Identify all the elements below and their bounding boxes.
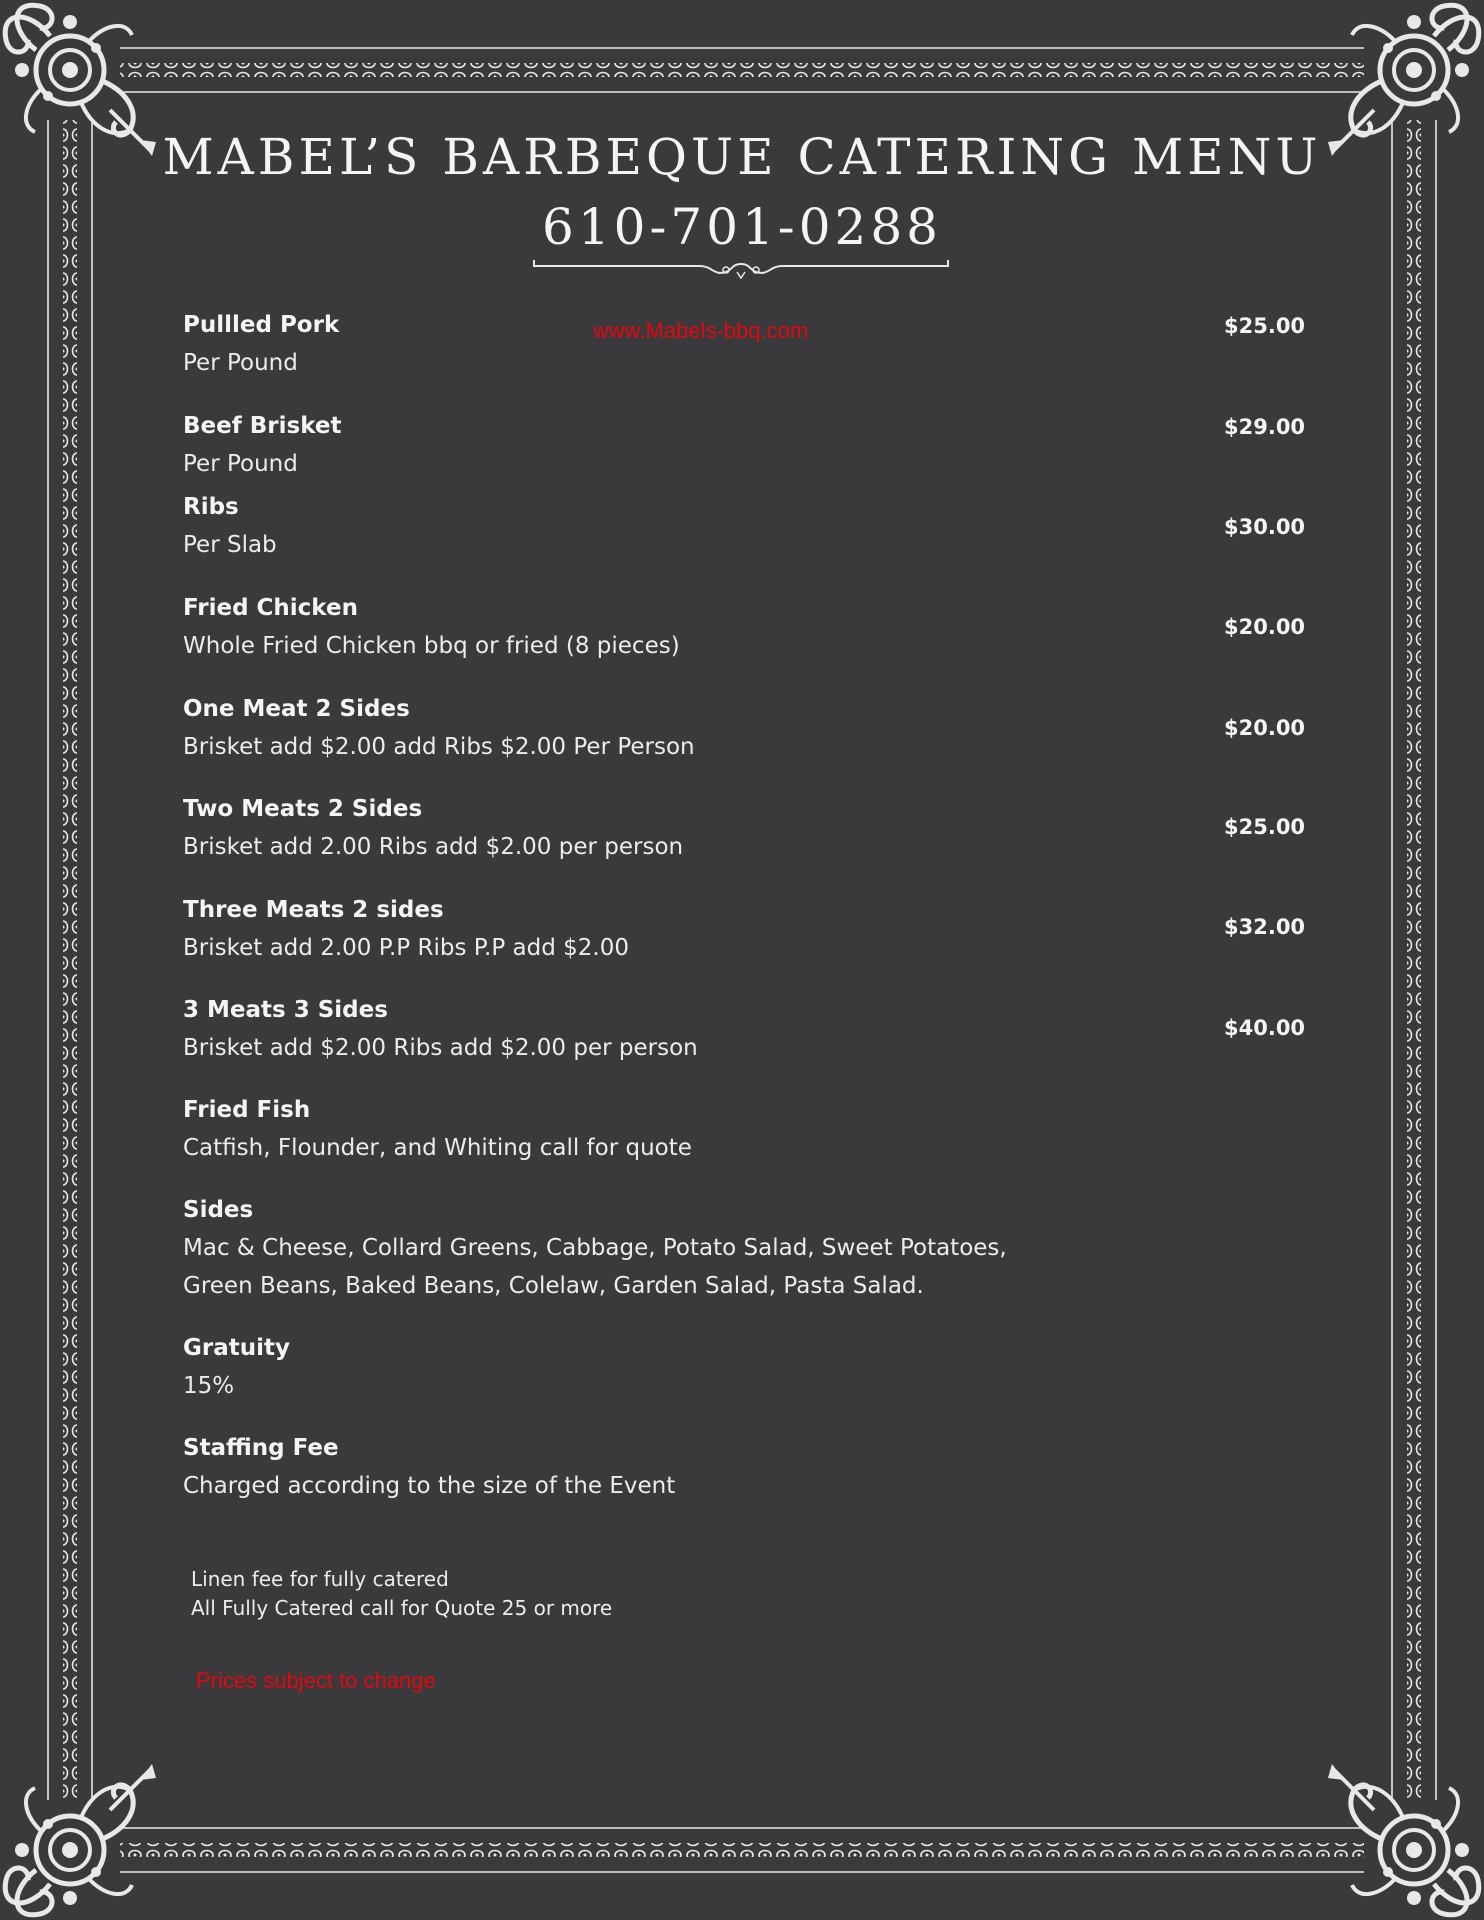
menu-item-name: Two Meats 2 Sides	[183, 796, 423, 822]
menu-item-name: Gratuity	[183, 1335, 290, 1361]
menu-item-desc: 15%	[183, 1373, 235, 1399]
menu-item-name: Pullled Pork	[183, 312, 340, 338]
website-link[interactable]: www.Mabels-bbq.com	[593, 318, 809, 343]
menu-item-name: Beef Brisket	[183, 413, 342, 439]
price-disclaimer: Prices subject to change	[196, 1668, 436, 1693]
menu-item-price: $29.00	[1224, 415, 1306, 439]
menu-item-desc: Mac & Cheese, Collard Greens, Cabbage, Potato Salad, Sweet Potatoes, Green Beans, Baked Beans, Colelaw, Garden Salad, Pasta Salad.	[183, 1235, 1007, 1299]
menu-item-name: Fried Chicken	[183, 595, 358, 621]
menu-item-price: $25.00	[1224, 815, 1306, 839]
menu-item-price: $25.00	[1224, 314, 1306, 338]
menu-item-price: $30.00	[1224, 515, 1306, 539]
page-title: MABEL’S BARBEQUE CATERING MENU	[162, 128, 1322, 186]
menu-item-name: Three Meats 2 sides	[183, 897, 444, 923]
linen-note: Linen fee for fully catered	[191, 1567, 449, 1591]
menu-item-desc: Brisket add $2.00 add Ribs $2.00 Per Person	[183, 734, 695, 760]
menu-item-name: Fried Fish	[183, 1097, 311, 1123]
menu-item-desc: Whole Fried Chicken bbq or fried (8 pieces)	[183, 633, 680, 659]
menu-item-price: $40.00	[1224, 1016, 1306, 1040]
menu-item-desc: Per Pound	[183, 451, 298, 477]
menu-item-name: One Meat 2 Sides	[183, 696, 410, 722]
menu-item-price: $32.00	[1224, 915, 1306, 939]
menu-item-name: 3 Meats 3 Sides	[183, 997, 388, 1023]
menu-item-desc: Per Pound	[183, 350, 298, 376]
menu-item-desc: Brisket add $2.00 Ribs add $2.00 per person	[183, 1035, 698, 1061]
menu-item-price: $20.00	[1224, 615, 1306, 639]
menu-item-desc: Brisket add 2.00 Ribs add $2.00 per person	[183, 834, 684, 860]
menu-item-name: Sides	[183, 1197, 254, 1223]
menu-item-desc: Per Slab	[183, 532, 277, 558]
menu-item-price: $20.00	[1224, 716, 1306, 740]
menu-item-desc: Brisket add 2.00 P.P Ribs P.P add $2.00	[183, 935, 629, 961]
phone-number: 610-701-0288	[542, 198, 942, 256]
quote-note: All Fully Catered call for Quote 25 or more	[191, 1596, 613, 1620]
menu-item-name: Ribs	[183, 494, 239, 520]
title-flourish-divider	[532, 258, 950, 280]
menu-item-name: Staffing Fee	[183, 1435, 339, 1461]
menu-item-desc: Charged according to the size of the Event	[183, 1473, 676, 1499]
menu-item-desc: Catfish, Flounder, and Whiting call for quote	[183, 1135, 692, 1161]
